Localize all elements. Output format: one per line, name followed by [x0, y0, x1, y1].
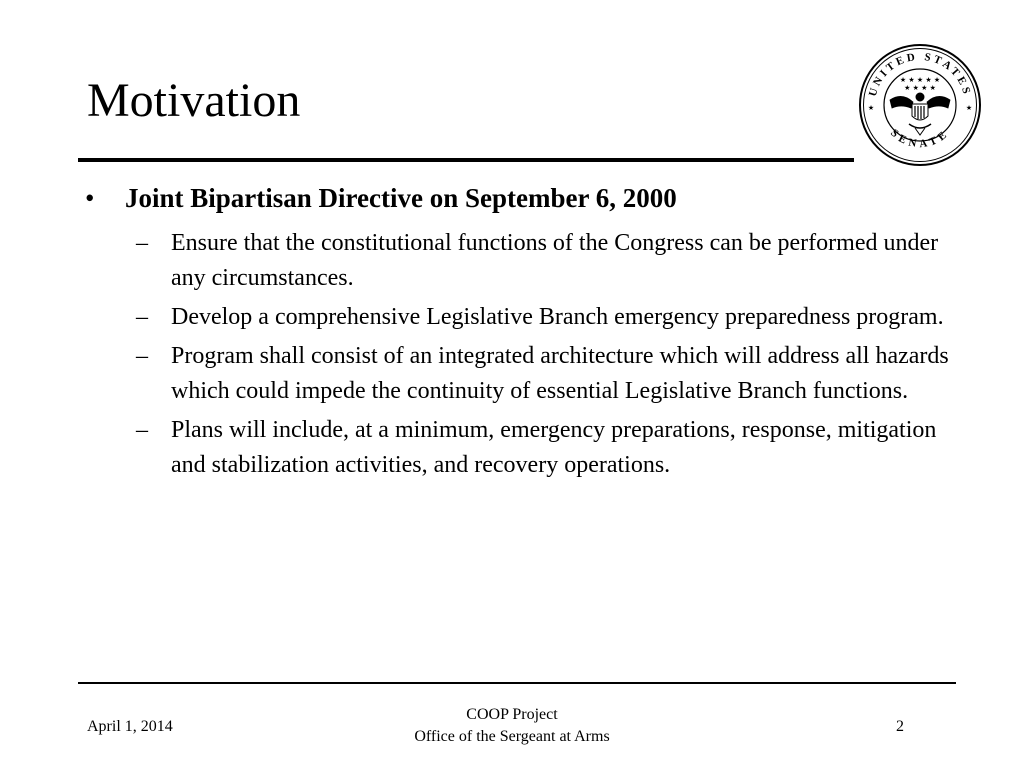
- slide-content: [80, 178, 950, 487]
- seal-bottom-text: SENATE: [888, 126, 952, 151]
- sub-bullet-text: Develop a comprehensive Legislative Branch emergency preparedness program.: [171, 304, 944, 330]
- dash-marker: –: [136, 417, 148, 443]
- sub-bullet-item: [80, 339, 950, 409]
- svg-text:★ ★ ★ ★ ★: ★ ★ ★ ★ ★: [899, 76, 941, 84]
- sub-bullet-text: Plans will include, at a minimum, emergency preparations, response, mitigation and stabilization activities, and recovery operations.: [171, 417, 937, 478]
- sub-bullet-item: [80, 300, 950, 335]
- svg-text:★ ★ ★ ★: ★ ★ ★ ★: [904, 84, 936, 92]
- footer-center-text: [350, 704, 674, 748]
- sub-bullet-text: Program shall consist of an integrated architecture which will address all hazards which could impede the continuity of essential Legislative Branch functions.: [171, 343, 949, 404]
- sub-bullet-text: Ensure that the constitutional functions of the Congress can be performed under any circumstances.: [171, 230, 939, 291]
- page-number: 2: [896, 718, 904, 735]
- senate-seal-icon: [857, 42, 983, 168]
- dash-marker: –: [136, 230, 148, 256]
- bullet-marker: •: [85, 183, 95, 213]
- footer-project-name: COOP Project: [466, 706, 558, 723]
- seal-top-text: UNITED STATES: [866, 50, 974, 98]
- dash-marker: –: [136, 304, 148, 330]
- svg-text:★: ★: [867, 104, 875, 112]
- dash-marker: –: [136, 343, 148, 369]
- footer-divider: [78, 682, 956, 684]
- footer-office-name: Office of the Sergeant at Arms: [414, 728, 610, 745]
- svg-text:★: ★: [965, 104, 973, 112]
- bullet-text: Joint Bipartisan Directive on September 6, 2000: [125, 183, 677, 213]
- bullet-item: [80, 178, 950, 218]
- sub-bullet-item: [80, 413, 950, 483]
- sub-bullet-item: [80, 226, 950, 296]
- footer-date: April 1, 2014: [87, 718, 173, 735]
- title-divider: [78, 158, 854, 162]
- sub-bullet-list: [80, 226, 950, 483]
- slide-title: Motivation: [87, 74, 301, 127]
